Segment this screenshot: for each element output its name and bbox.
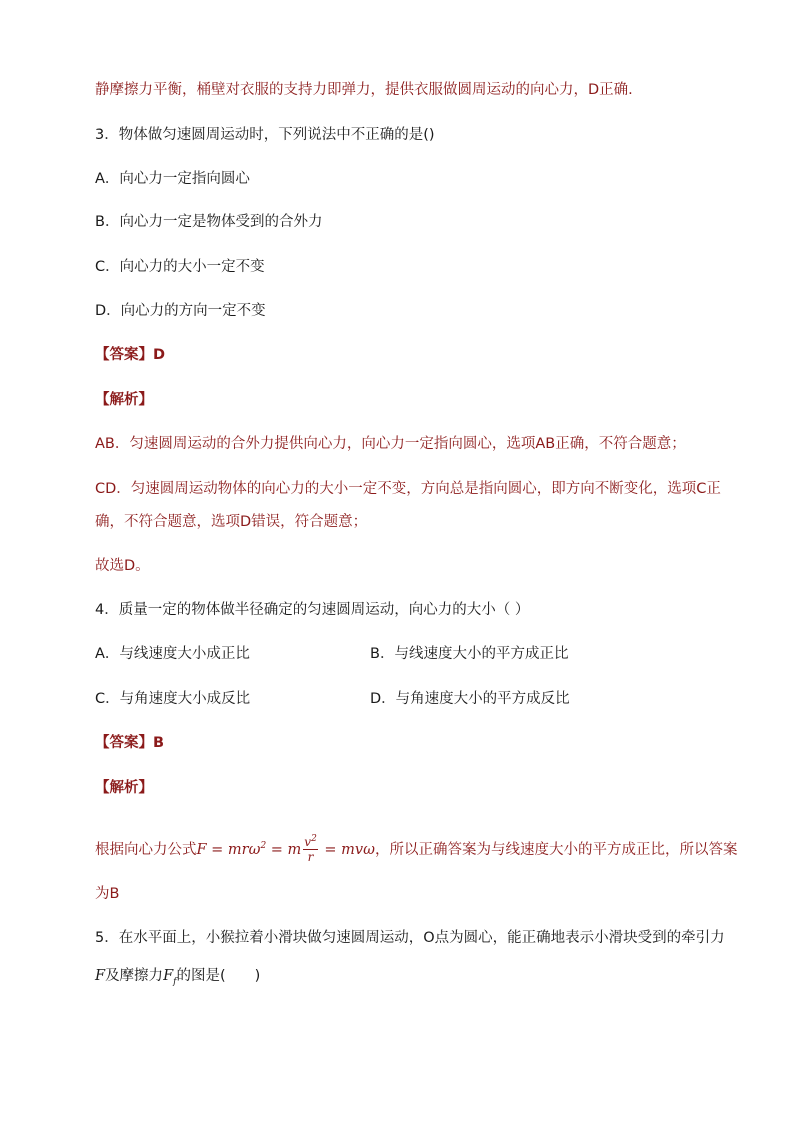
- q4-option-d: D．与角速度大小的平方成反比: [370, 691, 570, 707]
- force-f-symbol: F: [95, 968, 106, 984]
- q3-option-d: D．向心力的方向一定不变: [95, 303, 266, 319]
- q4-answer: 【答案】B: [95, 735, 165, 751]
- q4-analysis-line2: 为B: [95, 886, 120, 902]
- q4-analysis-label: 【解析】: [95, 780, 153, 796]
- q3-analysis-line: AB．匀速圆周运动的合外力提供向心力，向心力一定指向圆心，选项AB正确，不符合题意；: [95, 436, 686, 452]
- formula-prefix: 根据向心力公式: [95, 842, 197, 858]
- q3-option-c: C．向心力的大小一定不变: [95, 259, 265, 275]
- q4-option-a: A．与线速度大小成正比: [95, 646, 250, 662]
- q3-conclusion: 故选D。: [95, 558, 150, 574]
- q5-stem-line1: 5．在水平面上，小猴拉着小滑块做匀速圆周运动，O点为圆心，能正确地表示小滑块受到的牵引力: [95, 930, 725, 946]
- q4-stem: 4．质量一定的物体做半径确定的匀速圆周运动，向心力的大小（ ）: [95, 602, 530, 618]
- fraction-v2-over-r: $\frac{v^2}{r}$: [304, 834, 317, 864]
- q4-analysis-formula-line: [95, 834, 737, 866]
- q3-answer: 【答案】D: [95, 347, 166, 363]
- q4-option-b: B．与线速度大小的平方成正比: [370, 646, 569, 662]
- q3-option-b: B．向心力一定是物体受到的合外力: [95, 214, 323, 230]
- q4-option-c: C．与角速度大小成反比: [95, 691, 251, 707]
- friction-force-symbol: $F_f$: [163, 968, 177, 987]
- q5-stem-line2: F及摩擦力$F_f$的图是( ): [95, 968, 261, 987]
- prev-analysis-text: 静摩擦力平衡，桶壁对衣服的支持力即弹力，提供衣服做圆周运动的向心力，D正确.: [95, 82, 633, 98]
- q3-analysis-line: CD．匀速圆周运动物体的向心力的大小一定不变，方向总是指向圆心，即方向不断变化，选项C正: [95, 481, 721, 497]
- q3-option-a: A．向心力一定指向圆心: [95, 171, 250, 187]
- q3-analysis-label: 【解析】: [95, 392, 153, 408]
- q3-stem: 3．物体做匀速圆周运动时，下列说法中不正确的是(): [95, 127, 435, 143]
- formula-suffix: ，所以正确答案为与线速度大小的平方成正比，所以答案: [374, 842, 738, 858]
- formula: F = mrω$^2$ = m $\frac{v^2}{r}$ = mvω: [196, 834, 375, 864]
- q3-analysis-line: 确，不符合题意，选项D错误，符合题意；: [95, 514, 368, 530]
